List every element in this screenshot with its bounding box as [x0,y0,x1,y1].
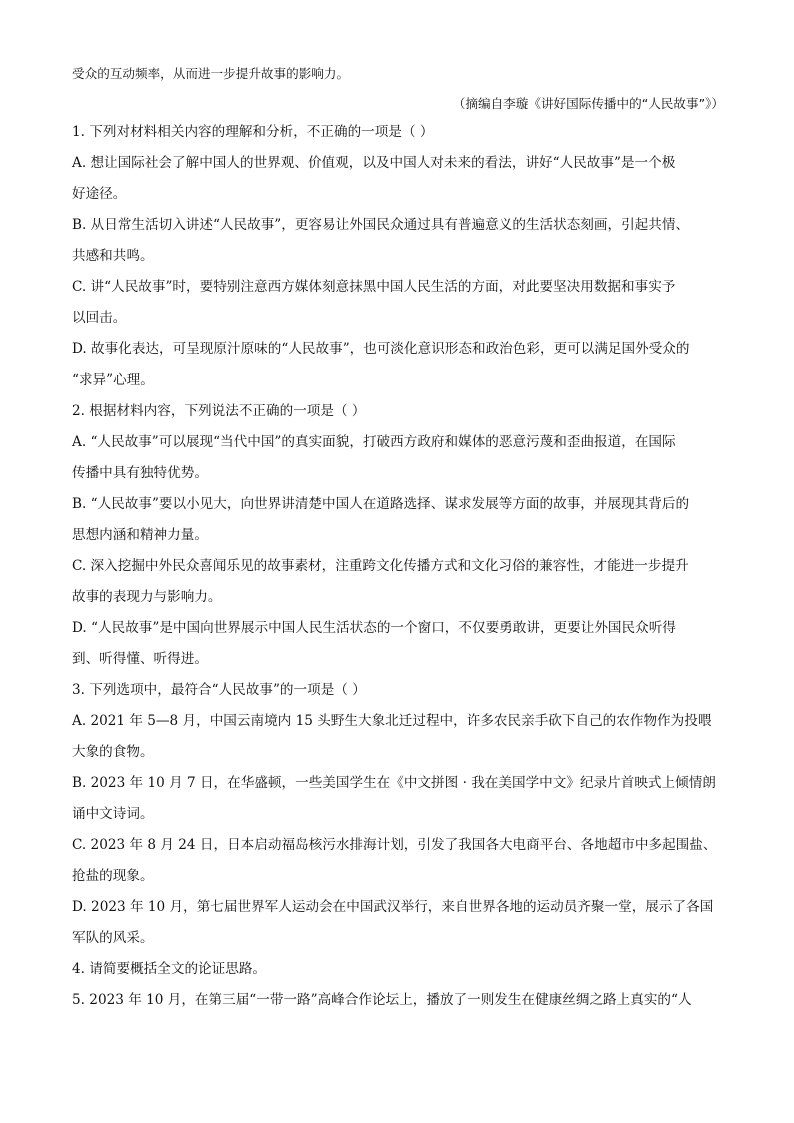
document-page [72,62,724,1019]
question-3-option-b [72,771,724,826]
option-line: A. 2021 年 5—8 月，中国云南境内 15 头野生大象北迁过程中，许多农民亲手砍下自己的农作物作为投喂 [72,713,712,729]
option-line: 军队的风采。 [72,930,154,946]
option-line: B. “人民故事”要以小见大，向世界讲清楚中国人在道路选择、谋求发展等方面的故事，并展现其背后的 [72,496,690,512]
question-3-option-c [72,833,724,888]
option-line: 诵中文诗词。 [72,806,154,822]
option-line: 大象的食物。 [72,744,154,760]
option-line: 共感和共鸣。 [72,248,154,264]
question-1-option-c [72,275,724,330]
option-line: C. 深入挖掘中外民众喜闻乐见的故事素材，注重跨文化传播方式和文化习俗的兼容性，才能进一步提升 [72,558,689,574]
question-2-option-d [72,616,724,671]
question-2-option-b [72,492,724,547]
question-2-option-c [72,554,724,609]
option-line: A. “人民故事”可以展现“当代中国”的真实面貌，打破西方政府和媒体的恶意污蔑和歪曲报道，在国际 [72,434,676,450]
option-line: 传播中具有独特优势。 [72,465,208,481]
question-3-option-d [72,895,724,950]
question-3-stem: 3. 下列选项中，最符合“人民故事”的一项是（ ） [72,682,366,698]
question-3-option-a [72,709,724,764]
source-citation: （摘编自李璇《讲好国际传播中的“人民故事”》） [452,96,724,111]
option-line: D. 故事化表达，可呈现原汁原味的“人民故事”，也可淡化意识形态和政治色彩，更可以满足国外受众的 [72,341,690,357]
option-line: 抢盐的现象。 [72,868,154,884]
question-4-stem: 4. 请简要概括全文的论证思路。 [72,961,267,977]
option-line: D. “人民故事”是中国向世界展示中国人民生活状态的一个窗口，不仅要勇敢讲，更要让外国民众听得 [72,620,676,636]
option-line: 思想内涵和精神力量。 [72,527,208,543]
question-1-option-b [72,213,724,268]
option-line: 到、听得懂、听得进。 [72,651,208,667]
question-1-option-d [72,337,724,392]
option-line: A. 想让国际社会了解中国人的世界观、价值观，以及中国人对未来的看法，讲好“人民故事”是一个极 [72,155,676,171]
option-line: B. 2023 年 10 月 7 日，在华盛顿，一些美国学生在《中文拼图 · 我在美国学中文》纪录片首映式上倾情朗 [72,775,716,791]
option-line: C. 2023 年 8 月 24 日，日本启动福岛核污水排海计划，引发了我国各大电商平台、各地超市中多起围盐、 [72,837,717,853]
option-line: “求异”心理。 [72,372,154,388]
option-line: D. 2023 年 10 月，第七届世界军人运动会在中国武汉举行，来自世界各地的运动员齐聚一堂，展示了各国 [72,899,714,915]
option-line: C. 讲“人民故事”时，要特别注意西方媒体刻意抹黑中国人民生活的方面，对此要坚决用数据和事实予 [72,279,676,295]
question-2-option-a [72,430,724,485]
option-line: 故事的表现力与影响力。 [72,589,222,605]
option-line: 以回击。 [72,310,127,326]
question-1-option-a [72,151,724,206]
question-5-stem: 5. 2023 年 10 月，在第三届“一带一路”高峰合作论坛上，播放了一则发生在健康丝绸之路上真实的“人 [72,992,692,1008]
option-line: B. 从日常生活切入讲述“人民故事”，更容易让外国民众通过具有普遍意义的生活状态刻画，引起共情、 [72,217,690,233]
passage-tail: 受众的互动频率，从而进一步提升故事的影响力。 [72,66,350,81]
option-line: 好途径。 [72,186,127,202]
question-2-stem: 2. 根据材料内容，下列说法不正确的一项是（ ） [72,403,366,419]
question-1-stem: 1. 下列对材料相关内容的理解和分析，不正确的一项是（ ） [72,124,434,140]
